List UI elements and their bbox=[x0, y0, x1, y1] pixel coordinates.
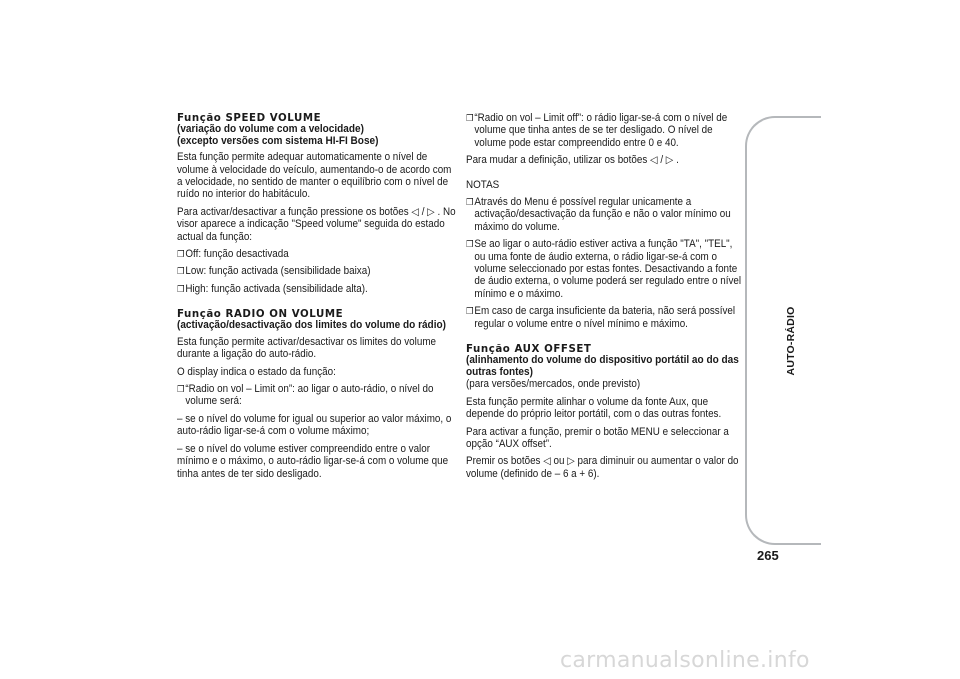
list-item: ❒ High: função activada (sensibilidade alta). bbox=[177, 282, 368, 295]
checkbox-bullet-icon: ❒ bbox=[466, 239, 474, 250]
list-item: ❒ “Radio on vol – Limit off”: o rádio ligar-se-á com o nível de volume que tinha antes de se ter desligado. O nível de volume pode estar compreendido entre 0 e 40. bbox=[466, 112, 728, 149]
speed-volume-instructions: Para activar/desactivar a função pressione os botões ◁ / ▷ . No visor aparece a indicação "Speed volume" seguida do estado actual da função: bbox=[177, 205, 456, 243]
list-item: ❒ Em caso de carga insuficiente da bateria, não será possível regular o volume entre o nível mínimo e máximo. bbox=[466, 305, 736, 330]
dash-item: – se o nível do volume estiver compreendido entre o valor mínimo e o máximo, o auto-rádio ligar-se-á com o volume que tinha antes de ter sido desligado. bbox=[177, 442, 449, 480]
list-item: ❒ Através do Menu é possível regular unicamente a activação/desactivação da função e não o valor mínimo ou máximo do volume. bbox=[466, 196, 731, 233]
radio-on-volume-intro: Esta função permite activar/desactivar os limites do volume durante a ligação do auto-rádio. bbox=[177, 335, 437, 361]
aux-offset-intro: Esta função permite alinhar o volume da fonte Aux, que depende do próprio leitor portátil, com o das outras fontes. bbox=[466, 395, 722, 421]
aux-offset-title: Função AUX OFFSET bbox=[466, 342, 592, 356]
checkbox-bullet-icon: ❒ bbox=[466, 113, 474, 123]
list-item: ❒ Se ao ligar o auto-rádio estiver activa a função "TA", "TEL", ou uma fonte de áudio externa, o rádio ligar-se-á com o volume seleccionado por estas fontes. Desactivando a fonte de áudio externa, o volume poderá ser regulado entre o nível mínimo e o máximo. bbox=[466, 238, 742, 300]
checkbox-bullet-icon: ❒ bbox=[177, 266, 185, 277]
aux-offset-activate: Para activar a função, premir o botão MENU e seleccionar a opção “AUX offset”. bbox=[466, 425, 729, 450]
left-column bbox=[177, 112, 457, 485]
watermark: carmanualsonline.info bbox=[560, 648, 810, 673]
list-item: ❒ Off: função desactivada bbox=[177, 248, 289, 261]
dash-item: – se o nível do volume for igual ou superior ao valor máximo, o auto-rádio ligar-se-á com o volume máximo; bbox=[177, 412, 452, 438]
chapter-tab-label: AUTO-RÁDIO bbox=[785, 306, 797, 376]
checkbox-bullet-icon: ❒ bbox=[177, 249, 185, 260]
checkbox-bullet-icon: ❒ bbox=[466, 306, 474, 317]
page-number: 265 bbox=[757, 548, 779, 563]
change-setting-text: Para mudar a definição, utilizar os botões ◁ / ▷ . bbox=[466, 154, 679, 167]
radio-on-volume-subtitle: (activação/desactivação dos limites do volume do rádio) bbox=[177, 319, 446, 332]
list-item: ❒ Low: função activada (sensibilidade baixa) bbox=[177, 265, 371, 278]
checkbox-bullet-icon: ❒ bbox=[177, 283, 185, 294]
aux-offset-adjust: Premir os botões ◁ ou ▷ para diminuir ou aumentar o valor do volume (definido de – 6 a + 6). bbox=[466, 455, 739, 480]
checkbox-bullet-icon: ❒ bbox=[466, 197, 474, 208]
speed-volume-title: Função SPEED VOLUME bbox=[177, 111, 322, 124]
notes-heading: NOTAS bbox=[466, 178, 500, 191]
aux-offset-subtitle: (alinhamento do volume do dispositivo portátil ao do das outras fontes) bbox=[466, 354, 739, 378]
list-item: ❒ “Radio on vol – Limit on”: ao ligar o auto-rádio, o nível do volume será: bbox=[177, 383, 434, 408]
speed-volume-intro: Esta função permite adequar automaticamente o nível de volume à velocidade do veículo, aumentando-o de acordo com a velocidade, no sentido de manter o equilíbrio com o nível de ruído no interior do habitáculo. bbox=[177, 151, 452, 201]
checkbox-bullet-icon: ❒ bbox=[177, 384, 185, 395]
speed-volume-subtitle: (variação do volume com a velocidade) (excepto versões com sistema HI-FI Bose) bbox=[177, 123, 379, 147]
radio-on-volume-display: O display indica o estado da função: bbox=[177, 365, 336, 378]
right-column bbox=[466, 112, 742, 485]
aux-offset-availability: (para versões/mercados, onde previsto) bbox=[466, 378, 641, 391]
radio-on-volume-title: Função RADIO ON VOLUME bbox=[177, 307, 344, 321]
